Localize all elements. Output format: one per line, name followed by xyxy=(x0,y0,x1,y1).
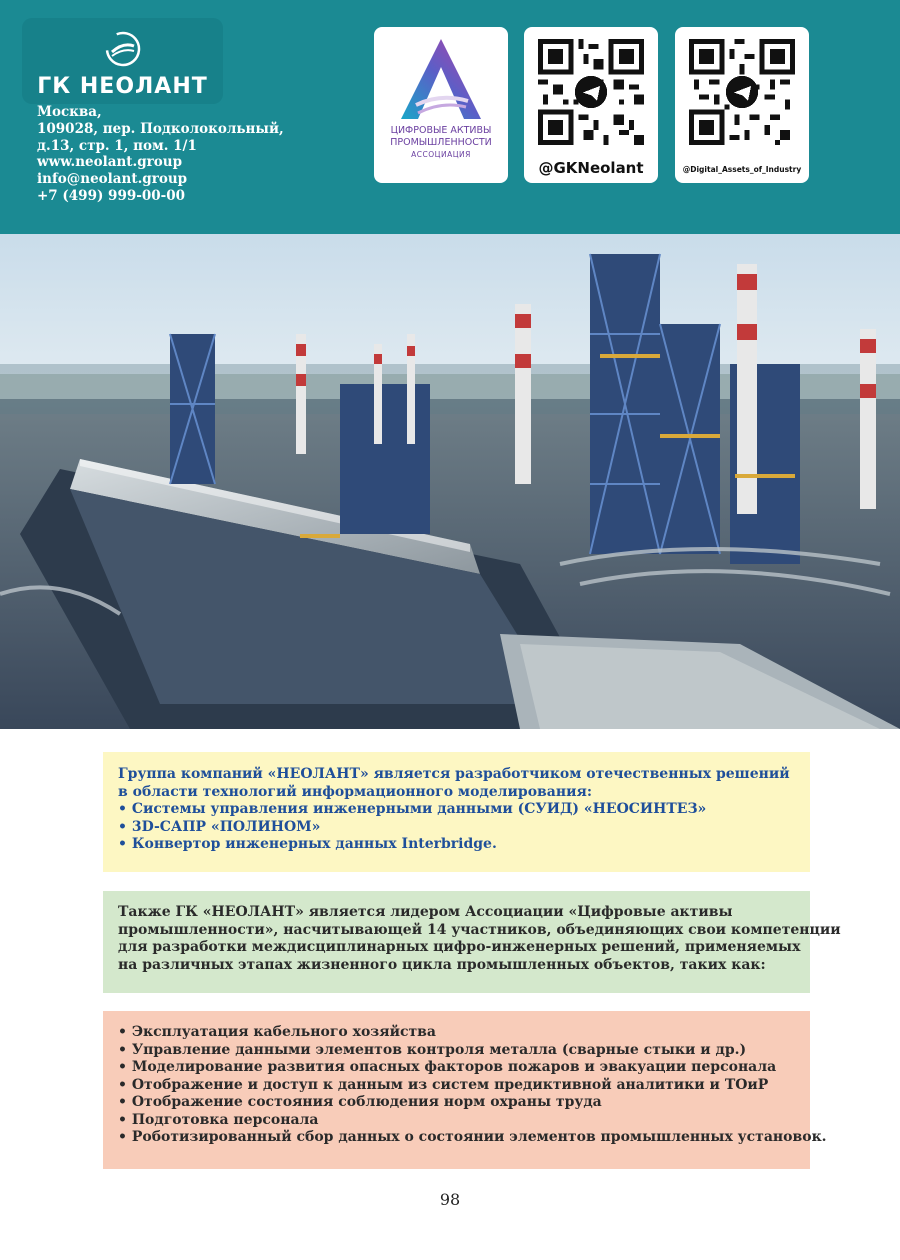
intro-line: • 3D-САПР «ПОЛИНОМ» xyxy=(118,818,321,835)
intro-line: Группа компаний «НЕОЛАНТ» является разработчиком отечественных решений xyxy=(118,766,790,782)
list-item: • Эксплуатация кабельного хозяйства xyxy=(118,1024,436,1040)
address-building: д.13, стр. 1, пом. 1/1 xyxy=(37,137,197,154)
industrial-plant-photo xyxy=(0,234,900,729)
logo-text: ГК НЕОЛАНТ xyxy=(37,74,208,99)
list-item: • Отображение и доступ к данным из систем предиктивной аналитики и ТОиР xyxy=(118,1076,769,1093)
telegram-handle: @Digital_Assets_of_Industry xyxy=(682,165,802,174)
phone-number[interactable]: +7 (499) 999-00-00 xyxy=(37,187,186,204)
list-item: • Подготовка персонала xyxy=(118,1111,319,1128)
header-band xyxy=(0,0,900,234)
list-item: • Управление данными элементов контроля металла (сварные стыки и др.) xyxy=(118,1041,747,1058)
intro-block xyxy=(103,752,810,872)
intro-line: • Системы управления инженерными данными (СУИД) «НЕОСИНТЕЗ» xyxy=(118,801,707,817)
address-city: Москва, xyxy=(37,104,102,120)
address-street: 109028, пер. Подколокольный, xyxy=(37,120,284,137)
contact-info xyxy=(37,104,284,205)
telegram-handle: @GKNeolant xyxy=(538,159,644,177)
list-item: • Отображение состояния соблюдения норм охраны труда xyxy=(118,1094,602,1110)
association-line: для разработки междисциплинарных цифро-инженерных решений, применяемых xyxy=(118,939,801,955)
list-item: • Роботизированный сбор данных о состоянии элементов промышленных установок. xyxy=(118,1129,827,1145)
association-name-line1: ЦИФРОВЫЕ АКТИВЫ xyxy=(390,125,492,136)
company-logo[interactable] xyxy=(22,18,223,104)
uses-list-block xyxy=(103,1011,827,1169)
qr-card-gkneolant[interactable] xyxy=(524,27,658,183)
intro-line: • Конвертор инженерных данных Interbridge. xyxy=(118,836,497,852)
website-link[interactable]: www.neolant.group xyxy=(37,154,183,171)
association-block xyxy=(103,891,841,993)
qr-card-digital-assets[interactable] xyxy=(675,27,809,183)
association-line: Также ГК «НЕОЛАНТ» является лидером Ассоциации «Цифровые активы xyxy=(118,904,733,920)
list-item: • Моделирование развития опасных факторов пожаров и эвакуации персонала xyxy=(118,1059,777,1075)
association-a-logo-icon xyxy=(396,35,486,131)
neolant-swirl-icon xyxy=(104,30,142,68)
intro-line: в области технологий информационного моделирования: xyxy=(118,783,592,800)
association-name-line2: ПРОМЫШЛЕННОСТИ xyxy=(390,137,492,148)
email-link[interactable]: info@neolant.group xyxy=(37,171,188,188)
qr-code[interactable] xyxy=(538,39,644,145)
association-line: на различных этапах жизненного цикла промышленных объектов, таких как: xyxy=(118,956,766,973)
qr-code[interactable] xyxy=(689,39,795,145)
association-name-line3: АССОЦИАЦИЯ xyxy=(411,150,471,159)
page-number: 98 xyxy=(439,1190,461,1209)
association-line: промышленности», насчитывающей 14 участников, объединяющих свои компетенции xyxy=(118,921,841,938)
association-logo-card xyxy=(374,27,508,183)
